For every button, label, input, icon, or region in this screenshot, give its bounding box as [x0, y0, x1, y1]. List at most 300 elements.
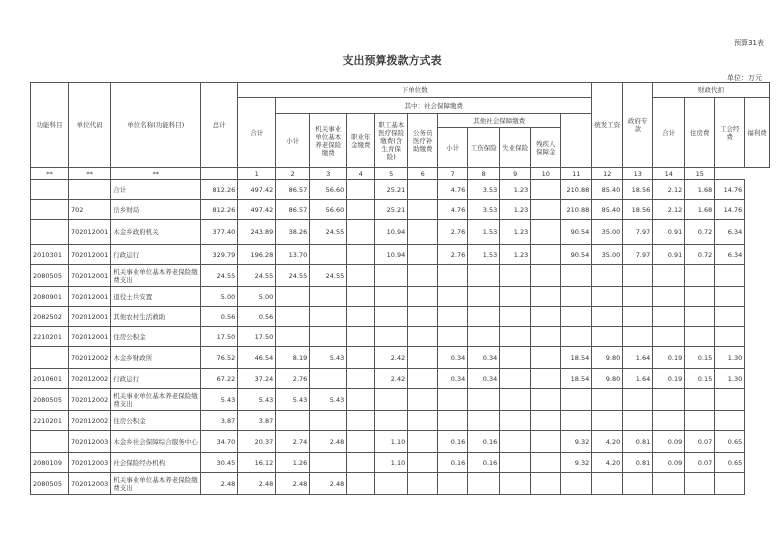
value-cell [561, 307, 592, 327]
value-cell [653, 287, 685, 307]
value-cell [500, 287, 531, 307]
value-cell [438, 473, 468, 495]
value-cell: 1.26 [276, 453, 310, 473]
unit-name-cell: 木金乡政府机关 [111, 220, 201, 245]
value-cell: 85.40 [592, 180, 623, 200]
value-cell: 0.34 [468, 369, 500, 389]
value-cell [500, 307, 531, 327]
column-number: ** [111, 168, 201, 180]
value-cell [531, 347, 561, 369]
value-cell: 4.20 [592, 431, 623, 453]
value-cell [408, 389, 438, 411]
header-of-which-social: 其中：社会保障缴费 [276, 98, 592, 114]
unit-name-cell: 住房公积金 [111, 327, 201, 347]
value-cell [347, 369, 375, 389]
header-func-code: 功能科目 [31, 83, 69, 168]
value-cell: 24.55 [310, 220, 347, 245]
column-number: 3 [310, 168, 347, 180]
unit-code-cell: 702012003 [69, 453, 111, 473]
func-code-cell: 2082502 [31, 307, 69, 327]
value-cell [408, 265, 438, 287]
value-cell [500, 327, 531, 347]
table-row [31, 307, 770, 327]
value-cell: 1.53 [468, 220, 500, 245]
value-cell: 8.19 [276, 347, 310, 369]
value-cell: 56.60 [310, 180, 347, 200]
value-cell [310, 245, 347, 265]
header-unit-code: 单位代码 [69, 83, 111, 168]
column-number: 7 [438, 168, 468, 180]
value-cell [276, 287, 310, 307]
func-code-cell: 2080505 [31, 473, 69, 495]
value-cell [715, 389, 745, 411]
value-cell: 3.87 [238, 411, 276, 431]
unit-name-cell: 其他农村生活救助 [111, 307, 201, 327]
value-cell [715, 327, 745, 347]
value-cell: 24.55 [310, 265, 347, 287]
header-finance-agent: 财政代扣 [653, 83, 770, 98]
value-cell [685, 327, 715, 347]
value-cell: 17.50 [238, 327, 276, 347]
value-cell: 0.81 [623, 431, 653, 453]
column-number: 15 [685, 168, 715, 180]
value-cell [438, 307, 468, 327]
header-pay-wages: 统发工资 [592, 83, 623, 168]
value-cell: 0.15 [685, 369, 715, 389]
page-title: 支出预算拨款方式表 [342, 54, 442, 67]
func-code-cell [31, 180, 69, 200]
value-cell [500, 347, 531, 369]
value-cell [310, 453, 347, 473]
value-cell [347, 220, 375, 245]
value-cell: 5.43 [276, 389, 310, 411]
value-cell: 18.54 [561, 369, 592, 389]
value-cell: 0.19 [653, 347, 685, 369]
value-cell: 18.56 [623, 180, 653, 200]
value-cell [408, 180, 438, 200]
value-cell [375, 327, 408, 347]
value-cell: 90.54 [561, 220, 592, 245]
value-cell [500, 453, 531, 473]
value-cell [531, 220, 561, 245]
value-cell [347, 180, 375, 200]
value-cell: 0.16 [468, 431, 500, 453]
value-cell [500, 265, 531, 287]
table-row [31, 327, 770, 347]
header-medical: 职工基本医疗保险缴费(含生育保险) [375, 114, 408, 168]
value-cell: 0.16 [468, 453, 500, 473]
func-code-cell [31, 431, 69, 453]
value-cell [347, 265, 375, 287]
value-cell [276, 327, 310, 347]
value-cell: 67.22 [201, 369, 238, 389]
header-subordinate: 下单位数 [238, 83, 592, 98]
value-cell: 1.23 [500, 180, 531, 200]
value-cell: 1.64 [623, 369, 653, 389]
value-cell: 86.57 [276, 200, 310, 220]
value-cell: 812.26 [201, 180, 238, 200]
value-cell [653, 389, 685, 411]
value-cell: 10.94 [375, 220, 408, 245]
value-cell: 7.97 [623, 220, 653, 245]
func-code-cell: 2080505 [31, 265, 69, 287]
header-pension: 机关事业单位基本养老保险缴费 [310, 114, 347, 168]
value-cell: 0.09 [653, 453, 685, 473]
value-cell: 210.88 [561, 200, 592, 220]
value-cell [715, 411, 745, 431]
value-cell: 0.34 [438, 347, 468, 369]
value-cell [408, 369, 438, 389]
value-cell [531, 200, 561, 220]
value-cell [623, 389, 653, 411]
value-cell [592, 265, 623, 287]
value-cell: 2.76 [438, 220, 468, 245]
unit-name-cell: 行政运行 [111, 369, 201, 389]
unit-code-cell: 702012001 [69, 220, 111, 245]
value-cell: 0.56 [201, 307, 238, 327]
value-cell [468, 389, 500, 411]
unit-name-cell: 岳乡财局 [111, 200, 201, 220]
value-cell [408, 411, 438, 431]
value-cell [592, 327, 623, 347]
value-cell [531, 473, 561, 495]
value-cell: 37.24 [238, 369, 276, 389]
value-cell: 0.81 [623, 453, 653, 473]
value-cell [531, 245, 561, 265]
value-cell [468, 473, 500, 495]
value-cell: 86.57 [276, 180, 310, 200]
value-cell [592, 287, 623, 307]
value-cell [531, 327, 561, 347]
column-number: 14 [653, 168, 685, 180]
header-fa-housing: 住房费 [685, 98, 715, 168]
value-cell [408, 245, 438, 265]
header-fa-total: 合计 [653, 98, 685, 168]
unit-code-cell: 702012002 [69, 411, 111, 431]
value-cell: 17.50 [201, 327, 238, 347]
value-cell: 9.32 [561, 453, 592, 473]
value-cell [561, 389, 592, 411]
value-cell: 5.00 [201, 287, 238, 307]
value-cell: 0.15 [685, 347, 715, 369]
func-code-cell: 2080109 [31, 453, 69, 473]
value-cell [310, 369, 347, 389]
table-row [31, 473, 770, 495]
header-disabled: 残疾人保障金 [531, 128, 561, 168]
unit-code-cell: 702012003 [69, 473, 111, 495]
value-cell: 5.43 [201, 389, 238, 411]
value-cell [531, 307, 561, 327]
value-cell [500, 389, 531, 411]
value-cell: 2.48 [276, 473, 310, 495]
value-cell: 329.79 [201, 245, 238, 265]
value-cell: 1.68 [685, 180, 715, 200]
value-cell [347, 473, 375, 495]
value-cell [500, 431, 531, 453]
value-cell: 14.76 [715, 180, 745, 200]
value-cell [375, 473, 408, 495]
value-cell [408, 220, 438, 245]
value-cell [438, 411, 468, 431]
value-cell [375, 411, 408, 431]
value-cell: 18.56 [623, 200, 653, 220]
value-cell: 1.30 [715, 369, 745, 389]
func-code-cell: 2080901 [31, 287, 69, 307]
value-cell: 3.87 [201, 411, 238, 431]
column-number: 12 [592, 168, 623, 180]
column-number: ** [69, 168, 111, 180]
value-cell [276, 411, 310, 431]
value-cell [685, 265, 715, 287]
func-code-cell: 2210201 [31, 327, 69, 347]
func-code-cell [31, 347, 69, 369]
value-cell [531, 411, 561, 431]
value-cell [623, 411, 653, 431]
value-cell: 2.12 [653, 180, 685, 200]
unit-code-cell: 702012001 [69, 287, 111, 307]
value-cell [653, 307, 685, 327]
value-cell: 0.91 [653, 245, 685, 265]
value-cell [347, 287, 375, 307]
value-cell: 0.07 [685, 453, 715, 473]
header-gov-purchase: 政府专款 [623, 83, 653, 168]
table-row [31, 180, 770, 200]
unit-name-cell: 行政运行 [111, 245, 201, 265]
value-cell: 210.88 [561, 180, 592, 200]
value-cell: 0.65 [715, 453, 745, 473]
value-cell [653, 473, 685, 495]
value-cell: 25.21 [375, 200, 408, 220]
value-cell [531, 287, 561, 307]
value-cell: 9.32 [561, 431, 592, 453]
header-subtotal-b: 小计 [276, 114, 310, 168]
header-fa-union: 工会经费 [715, 98, 745, 168]
value-cell [347, 431, 375, 453]
column-number-row [31, 168, 770, 180]
header-other-subtotal: 小计 [438, 128, 468, 168]
unit-code-cell: 702012001 [69, 265, 111, 287]
unit-name-cell: 机关事业单位基本养老保险缴费支出 [111, 265, 201, 287]
value-cell [468, 307, 500, 327]
value-cell [438, 287, 468, 307]
document-id: 预算31表 [734, 39, 764, 47]
value-cell [408, 200, 438, 220]
unit-code-cell [69, 180, 111, 200]
value-cell: 1.23 [500, 245, 531, 265]
value-cell [715, 307, 745, 327]
value-cell [438, 327, 468, 347]
value-cell [408, 327, 438, 347]
column-number: 5 [375, 168, 408, 180]
table-row [31, 411, 770, 431]
value-cell: 0.34 [468, 347, 500, 369]
column-number: 13 [623, 168, 653, 180]
value-cell: 18.54 [561, 347, 592, 369]
value-cell: 1.10 [375, 453, 408, 473]
value-cell: 16.12 [238, 453, 276, 473]
value-cell: 2.76 [438, 245, 468, 265]
value-cell [500, 411, 531, 431]
value-cell: 0.16 [438, 453, 468, 473]
value-cell [685, 389, 715, 411]
value-cell: 0.34 [438, 369, 468, 389]
value-cell [623, 327, 653, 347]
func-code-cell [31, 220, 69, 245]
value-cell [310, 307, 347, 327]
header-other-social: 其他社会保障缴费 [438, 114, 561, 128]
value-cell: 5.43 [310, 389, 347, 411]
value-cell [438, 389, 468, 411]
value-cell [375, 307, 408, 327]
unit-name-cell: 木金乡社会保障综合服务中心 [111, 431, 201, 453]
value-cell: 9.80 [592, 347, 623, 369]
header-injury: 工伤保险 [468, 128, 500, 168]
unit-code-cell: 702012002 [69, 347, 111, 369]
value-cell [531, 431, 561, 453]
func-code-cell: 2210201 [31, 411, 69, 431]
header-fa-welfare: 福利费 [745, 98, 770, 168]
value-cell [653, 327, 685, 347]
table-row [31, 389, 770, 411]
value-cell: 25.21 [375, 180, 408, 200]
column-number: 10 [531, 168, 561, 180]
value-cell [592, 411, 623, 431]
func-code-cell: 2010601 [31, 369, 69, 389]
unit-code-cell: 702012001 [69, 245, 111, 265]
value-cell [531, 389, 561, 411]
func-code-cell [31, 200, 69, 220]
value-cell [468, 327, 500, 347]
value-cell [623, 265, 653, 287]
value-cell: 35.00 [592, 220, 623, 245]
value-cell: 85.40 [592, 200, 623, 220]
value-cell [500, 369, 531, 389]
value-cell: 24.55 [276, 265, 310, 287]
value-cell: 2.76 [276, 369, 310, 389]
value-cell: 14.76 [715, 200, 745, 220]
value-cell: 90.54 [561, 245, 592, 265]
func-code-cell: 2080505 [31, 389, 69, 411]
value-cell [375, 389, 408, 411]
value-cell: 2.42 [375, 347, 408, 369]
unit-name-cell: 退役士兵安置 [111, 287, 201, 307]
value-cell: 10.94 [375, 245, 408, 265]
value-cell: 30.45 [201, 453, 238, 473]
value-cell [715, 287, 745, 307]
value-cell: 2.74 [276, 431, 310, 453]
value-cell [408, 473, 438, 495]
unit-code-cell: 702012003 [69, 431, 111, 453]
value-cell: 497.42 [238, 180, 276, 200]
table-row [31, 347, 770, 369]
unit-name-cell: 机关事业单位基本养老保险缴费支出 [111, 473, 201, 495]
value-cell [310, 287, 347, 307]
value-cell: 2.48 [201, 473, 238, 495]
column-number: 2 [276, 168, 310, 180]
value-cell: 0.07 [685, 431, 715, 453]
value-cell: 0.72 [685, 245, 715, 265]
value-cell: 0.91 [653, 220, 685, 245]
value-cell: 13.70 [276, 245, 310, 265]
value-cell [347, 245, 375, 265]
value-cell [531, 369, 561, 389]
value-cell [531, 265, 561, 287]
value-cell: 24.55 [238, 265, 276, 287]
value-cell: 0.56 [238, 307, 276, 327]
table-row [31, 287, 770, 307]
value-cell: 0.19 [653, 369, 685, 389]
unit-name-cell: 住房公积金 [111, 411, 201, 431]
value-cell: 377.40 [201, 220, 238, 245]
value-cell [276, 307, 310, 327]
column-number: 4 [347, 168, 375, 180]
value-cell: 0.72 [685, 220, 715, 245]
value-cell [653, 265, 685, 287]
value-cell [685, 287, 715, 307]
header-subtotal-a: 合计 [238, 98, 276, 168]
value-cell [408, 307, 438, 327]
value-cell [561, 473, 592, 495]
value-cell [561, 411, 592, 431]
value-cell: 34.70 [201, 431, 238, 453]
column-number: 9 [500, 168, 531, 180]
value-cell: 497.42 [238, 200, 276, 220]
value-cell: 2.48 [310, 431, 347, 453]
value-cell: 2.42 [375, 369, 408, 389]
value-cell [592, 389, 623, 411]
unit-name-cell: 机关事业单位基本养老保险缴费支出 [111, 389, 201, 411]
value-cell [408, 287, 438, 307]
value-cell [347, 307, 375, 327]
unit-code-cell: 702012002 [69, 389, 111, 411]
value-cell: 0.65 [715, 431, 745, 453]
value-cell [347, 411, 375, 431]
value-cell [408, 431, 438, 453]
value-cell: 0.16 [438, 431, 468, 453]
table-row [31, 453, 770, 473]
value-cell [310, 411, 347, 431]
value-cell [715, 265, 745, 287]
value-cell [623, 307, 653, 327]
value-cell [310, 327, 347, 347]
value-cell: 6.34 [715, 220, 745, 245]
value-cell: 76.52 [201, 347, 238, 369]
value-cell [347, 453, 375, 473]
value-cell: 196.28 [238, 245, 276, 265]
table-row [31, 220, 770, 245]
value-cell [375, 287, 408, 307]
value-cell [653, 411, 685, 431]
column-number: ** [31, 168, 69, 180]
value-cell: 3.53 [468, 200, 500, 220]
unit-name-cell: 社会保险经办机构 [111, 453, 201, 473]
value-cell [561, 265, 592, 287]
value-cell [531, 180, 561, 200]
value-cell: 9.80 [592, 369, 623, 389]
value-cell: 3.53 [468, 180, 500, 200]
column-number: 11 [561, 168, 592, 180]
header-civil-medical: 公务员医疗补助缴费 [408, 114, 438, 168]
value-cell [592, 307, 623, 327]
value-cell [715, 473, 745, 495]
value-cell: 1.53 [468, 245, 500, 265]
unit-code-cell: 702012001 [69, 327, 111, 347]
expenditure-table [30, 82, 770, 495]
value-cell [347, 327, 375, 347]
value-cell [561, 327, 592, 347]
value-cell: 2.12 [653, 200, 685, 220]
value-cell [531, 453, 561, 473]
